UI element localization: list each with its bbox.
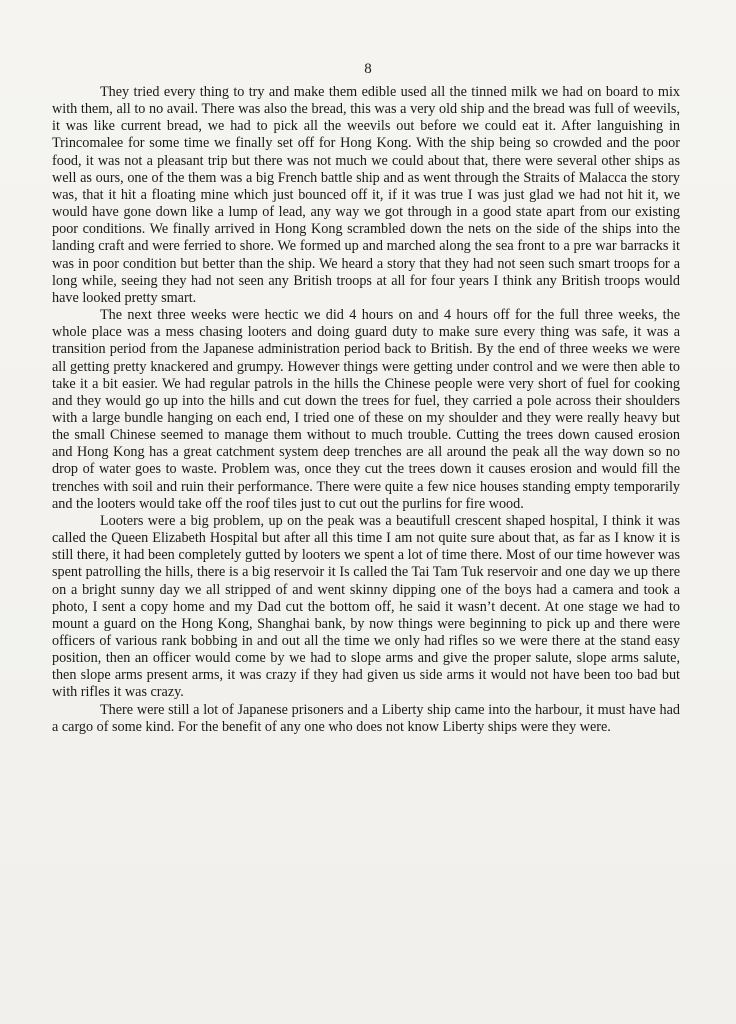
paragraph-1: They tried every thing to try and make them edible used all the tinned milk we had on board to mix with them, all to no avail. There was also the bread, this was a very old ship and the bread was full of weevils, it was like current bread, we had to pick all the weevils out before we could eat it. After languishing in Trincomalee for some time we finally set off for Hong Kong. With the ship being so crowded and the poor food, it was not a pleasant trip but there was not much we could about that, there were several other ships as well as ours, one of the them was a big French battle ship and as went through the Straits of Malacca the story was, that it hit a floating mine which just bounced off it, if it was true I was just glad we had not hit it, we would have gone down like a lump of lead, any way we got through in a good state apart from our existing poor conditions. We finally arrived in Hong Kong scrambled down the nets on the side of the ships into the landing craft and were ferried to shore. We formed up and marched along the sea front to a pre war barracks it was in poor condition but better than the ship. We heard a story that they had not seen such smart troops for a long while, seeing they had not seen any British troops at all for four years I think any British troops would have looked pretty smart. [52, 84, 680, 306]
paragraph-2: The next three weeks were hectic we did 4 hours on and 4 hours off for the full three weeks, the whole place was a mess chasing looters and doing guard duty to make sure every thing was safe, it was a transition period from the Japanese administration period back to British. By the end of three weeks we were all getting pretty knackered and grumpy. However things were getting under control and we were then able to take it a bit easier. We had regular patrols in the hills the Chinese people were very short of fuel for cooking and they would go up into the hills and cut down the trees for fuel, they carried a pole across their shoulders with a large bundle hanging on each end, I tried one of these on my shoulder and they were really heavy but the small Chinese seemed to manage them without to much trouble. Cutting the trees down caused erosion and Hong Kong has a great catchment system deep trenches are all around the peak all the way down so no drop of water goes to waste. Problem was, once they cut the trees down it causes erosion and would fill the trenches with soil and ruin their performance. There were quite a few nice houses standing empty temporarily and the looters would take off the roof tiles just to cut out the purlins for fire wood. [52, 307, 680, 512]
paragraph-4: There were still a lot of Japanese prisoners and a Liberty ship came into the harbour, it must have had a cargo of some kind. For the benefit of any one who does not know Liberty ships were they were. [52, 701, 680, 735]
body-text [52, 84, 680, 736]
paragraph-3: Looters were a big problem, up on the peak was a beautifull crescent shaped hospital, I think it was called the Queen Elizabeth Hospital but after all this time I am not quite sure about that, as far as I know it is still there, it had been completely gutted by looters we spent a lot of time there. Most of our time however was spent patrolling the hills, there is a big reservoir it Is called the Tai Tam Tuk reservoir and one day we up there on a bright sunny day we all stripped of and went skinny dipping one of the boys had a camera and took a photo, I sent a copy home and my Dad cut the bottom off, he said it wasn’t decent. At one stage we had to mount a guard on the Hong Kong, Shanghai bank, by now things were beginning to pick up and there were officers of various rank bobbing in and out all the time we only had rifles so we were there at the stand easy position, then an officer would come by we had to slope arms and give the proper salute, slope arms salute, then slope arms present arms, it was crazy if they had given us side arms it would not have been too bad but with rifles it was crazy. [52, 512, 680, 701]
page-number: 8 [364, 61, 372, 77]
